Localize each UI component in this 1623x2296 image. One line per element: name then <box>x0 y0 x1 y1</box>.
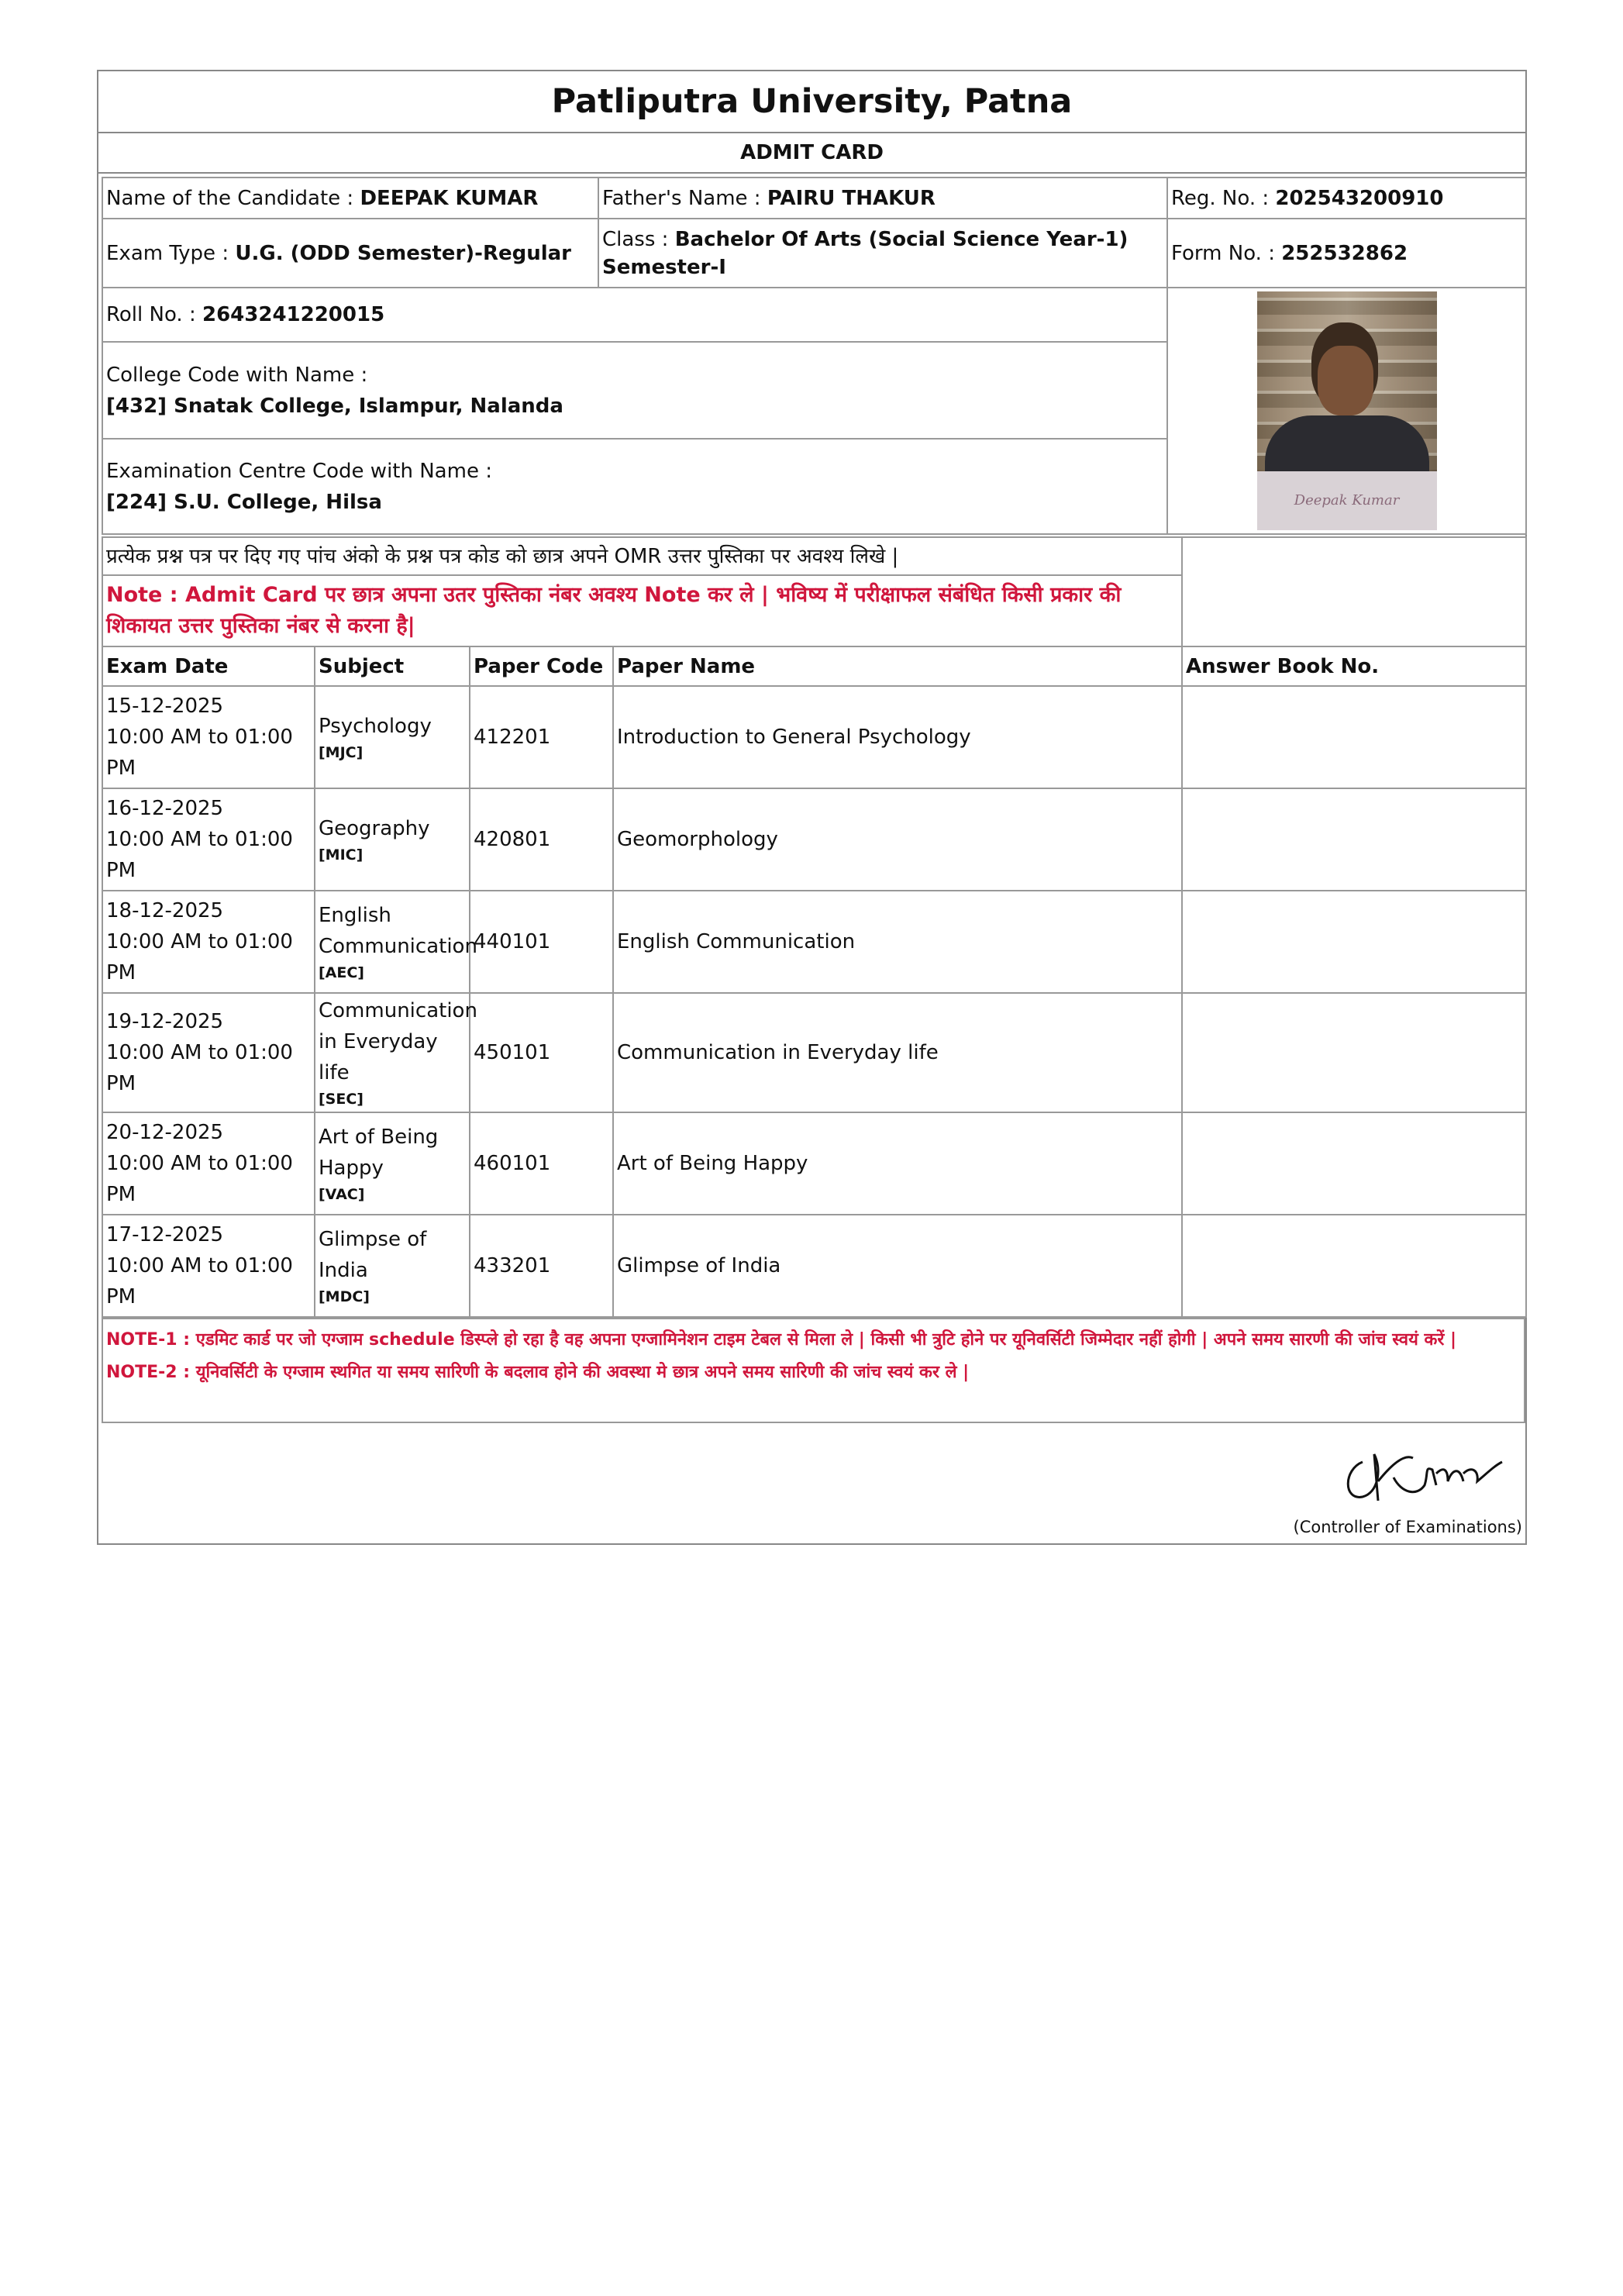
paper-name: Art of Being Happy <box>613 1112 1182 1215</box>
admit-card <box>97 70 1527 1545</box>
header-paper-code: Paper Code <box>470 646 613 686</box>
header-paper-name: Paper Name <box>613 646 1182 686</box>
college: College Code with Name : [432] Snatak College, Islampur, Nalanda <box>102 342 1167 439</box>
photo-cell <box>1167 288 1526 534</box>
class: Class : Bachelor Of Arts (Social Science Year-1) Semester-I <box>598 219 1167 288</box>
exam-type: Exam Type : U.G. (ODD Semester)-Regular <box>102 219 598 288</box>
subject: Art of Being Happy [VAC] <box>315 1112 470 1215</box>
answer-book-no <box>1182 686 1526 788</box>
subject: Communication in Everyday life [SEC] <box>315 993 470 1112</box>
table-row <box>102 891 1526 993</box>
subject: Glimpse of India [MDC] <box>315 1215 470 1317</box>
paper-code: 460101 <box>470 1112 613 1215</box>
exam-date: 19-12-2025 10:00 AM to 01:00 PM <box>102 993 315 1112</box>
subject-tag: [MJC] <box>319 744 364 761</box>
note-1: NOTE-1 : एडमिट कार्ड पर जो एग्जाम schedule डिस्प्ले हो रहा है वह अपना एग्जामिनेशन टाइम टेबल से मिला ले | किसी भी त्रुटि होने पर यूनिवर्सिटी जिम्मेदार नहीं होगी | अपने समय सारणी की जांच स्वयं करें | <box>106 1330 1457 1350</box>
candidate-name: Name of the Candidate : DEEPAK KUMAR <box>102 178 598 219</box>
exam-schedule-table <box>102 536 1527 1318</box>
subject: Psychology [MJC] <box>315 686 470 788</box>
paper-code: 433201 <box>470 1215 613 1317</box>
subject-tag: [SEC] <box>319 1091 364 1108</box>
document-title: ADMIT CARD <box>98 133 1525 174</box>
answer-book-no <box>1182 993 1526 1112</box>
header-subject: Subject <box>315 646 470 686</box>
note-2: NOTE-2 : यूनिवर्सिटी के एग्जाम स्थगित या समय सारिणी के बदलाव होने की अवस्था मे छात्र अपने समय सारिणी की जांच स्वयं कर ले | <box>106 1363 970 1382</box>
paper-code: 420801 <box>470 788 613 891</box>
subject-tag: [AEC] <box>319 964 364 981</box>
paper-name: Communication in Everyday life <box>613 993 1182 1112</box>
paper-name: English Communication <box>613 891 1182 993</box>
paper-code: 440101 <box>470 891 613 993</box>
paper-name: Glimpse of India <box>613 1215 1182 1317</box>
paper-code: 450101 <box>470 993 613 1112</box>
controller-signature <box>1339 1439 1510 1508</box>
notes-table <box>102 1318 1525 1423</box>
exam-centre: Examination Centre Code with Name : [224] S.U. College, Hilsa <box>102 439 1167 534</box>
answer-book-no <box>1182 1112 1526 1215</box>
paper-name: Introduction to General Psychology <box>613 686 1182 788</box>
subject-tag: [MIC] <box>319 846 364 864</box>
subject-tag: [MDC] <box>319 1288 370 1305</box>
header-exam-date: Exam Date <box>102 646 315 686</box>
signature-area <box>98 1423 1525 1570</box>
candidate-photo <box>1257 291 1437 530</box>
table-row <box>102 1112 1526 1215</box>
paper-name: Geomorphology <box>613 788 1182 891</box>
paper-code: 412201 <box>470 686 613 788</box>
table-row <box>102 993 1526 1112</box>
subject: Geography [MIC] <box>315 788 470 891</box>
table-row <box>102 788 1526 891</box>
table-row <box>102 686 1526 788</box>
controller-label: (Controller of Examinations) <box>1293 1518 1522 1536</box>
university-title: Patliputra University, Patna <box>98 71 1525 133</box>
instruction-text: प्रत्येक प्रश्न पत्र पर दिए गए पांच अंको के प्रश्न पत्र कोड को छात्र अपने OMR उत्तर पुस्तिका पर अवश्य लिखे | <box>102 537 1182 575</box>
exam-date: 15-12-2025 10:00 AM to 01:00 PM <box>102 686 315 788</box>
subject: English Communication [AEC] <box>315 891 470 993</box>
photo-signature: Deepak Kumar <box>1257 471 1437 530</box>
exam-date: 18-12-2025 10:00 AM to 01:00 PM <box>102 891 315 993</box>
header-answer-book: Answer Book No. <box>1182 646 1526 686</box>
form-no: Form No. : 252532862 <box>1167 219 1526 288</box>
candidate-info-table <box>102 177 1527 535</box>
exam-date: 20-12-2025 10:00 AM to 01:00 PM <box>102 1112 315 1215</box>
roll-no: Roll No. : 2643241220015 <box>102 288 1167 342</box>
exam-date: 16-12-2025 10:00 AM to 01:00 PM <box>102 788 315 891</box>
subject-tag: [VAC] <box>319 1186 365 1203</box>
answer-book-note: Note : Admit Card पर छात्र अपना उतर पुस्तिका नंबर अवश्य Note कर ले | भविष्य में परीक्षाफल संबंधित किसी प्रकार की शिकायत उत्तर पुस्तिका नंबर से करना है| <box>102 575 1182 646</box>
reg-no: Reg. No. : 202543200910 <box>1167 178 1526 219</box>
answer-book-no <box>1182 788 1526 891</box>
table-row <box>102 1215 1526 1317</box>
exam-date: 17-12-2025 10:00 AM to 01:00 PM <box>102 1215 315 1317</box>
father-name: Father's Name : PAIRU THAKUR <box>598 178 1167 219</box>
answer-book-no <box>1182 1215 1526 1317</box>
answer-book-no <box>1182 891 1526 993</box>
